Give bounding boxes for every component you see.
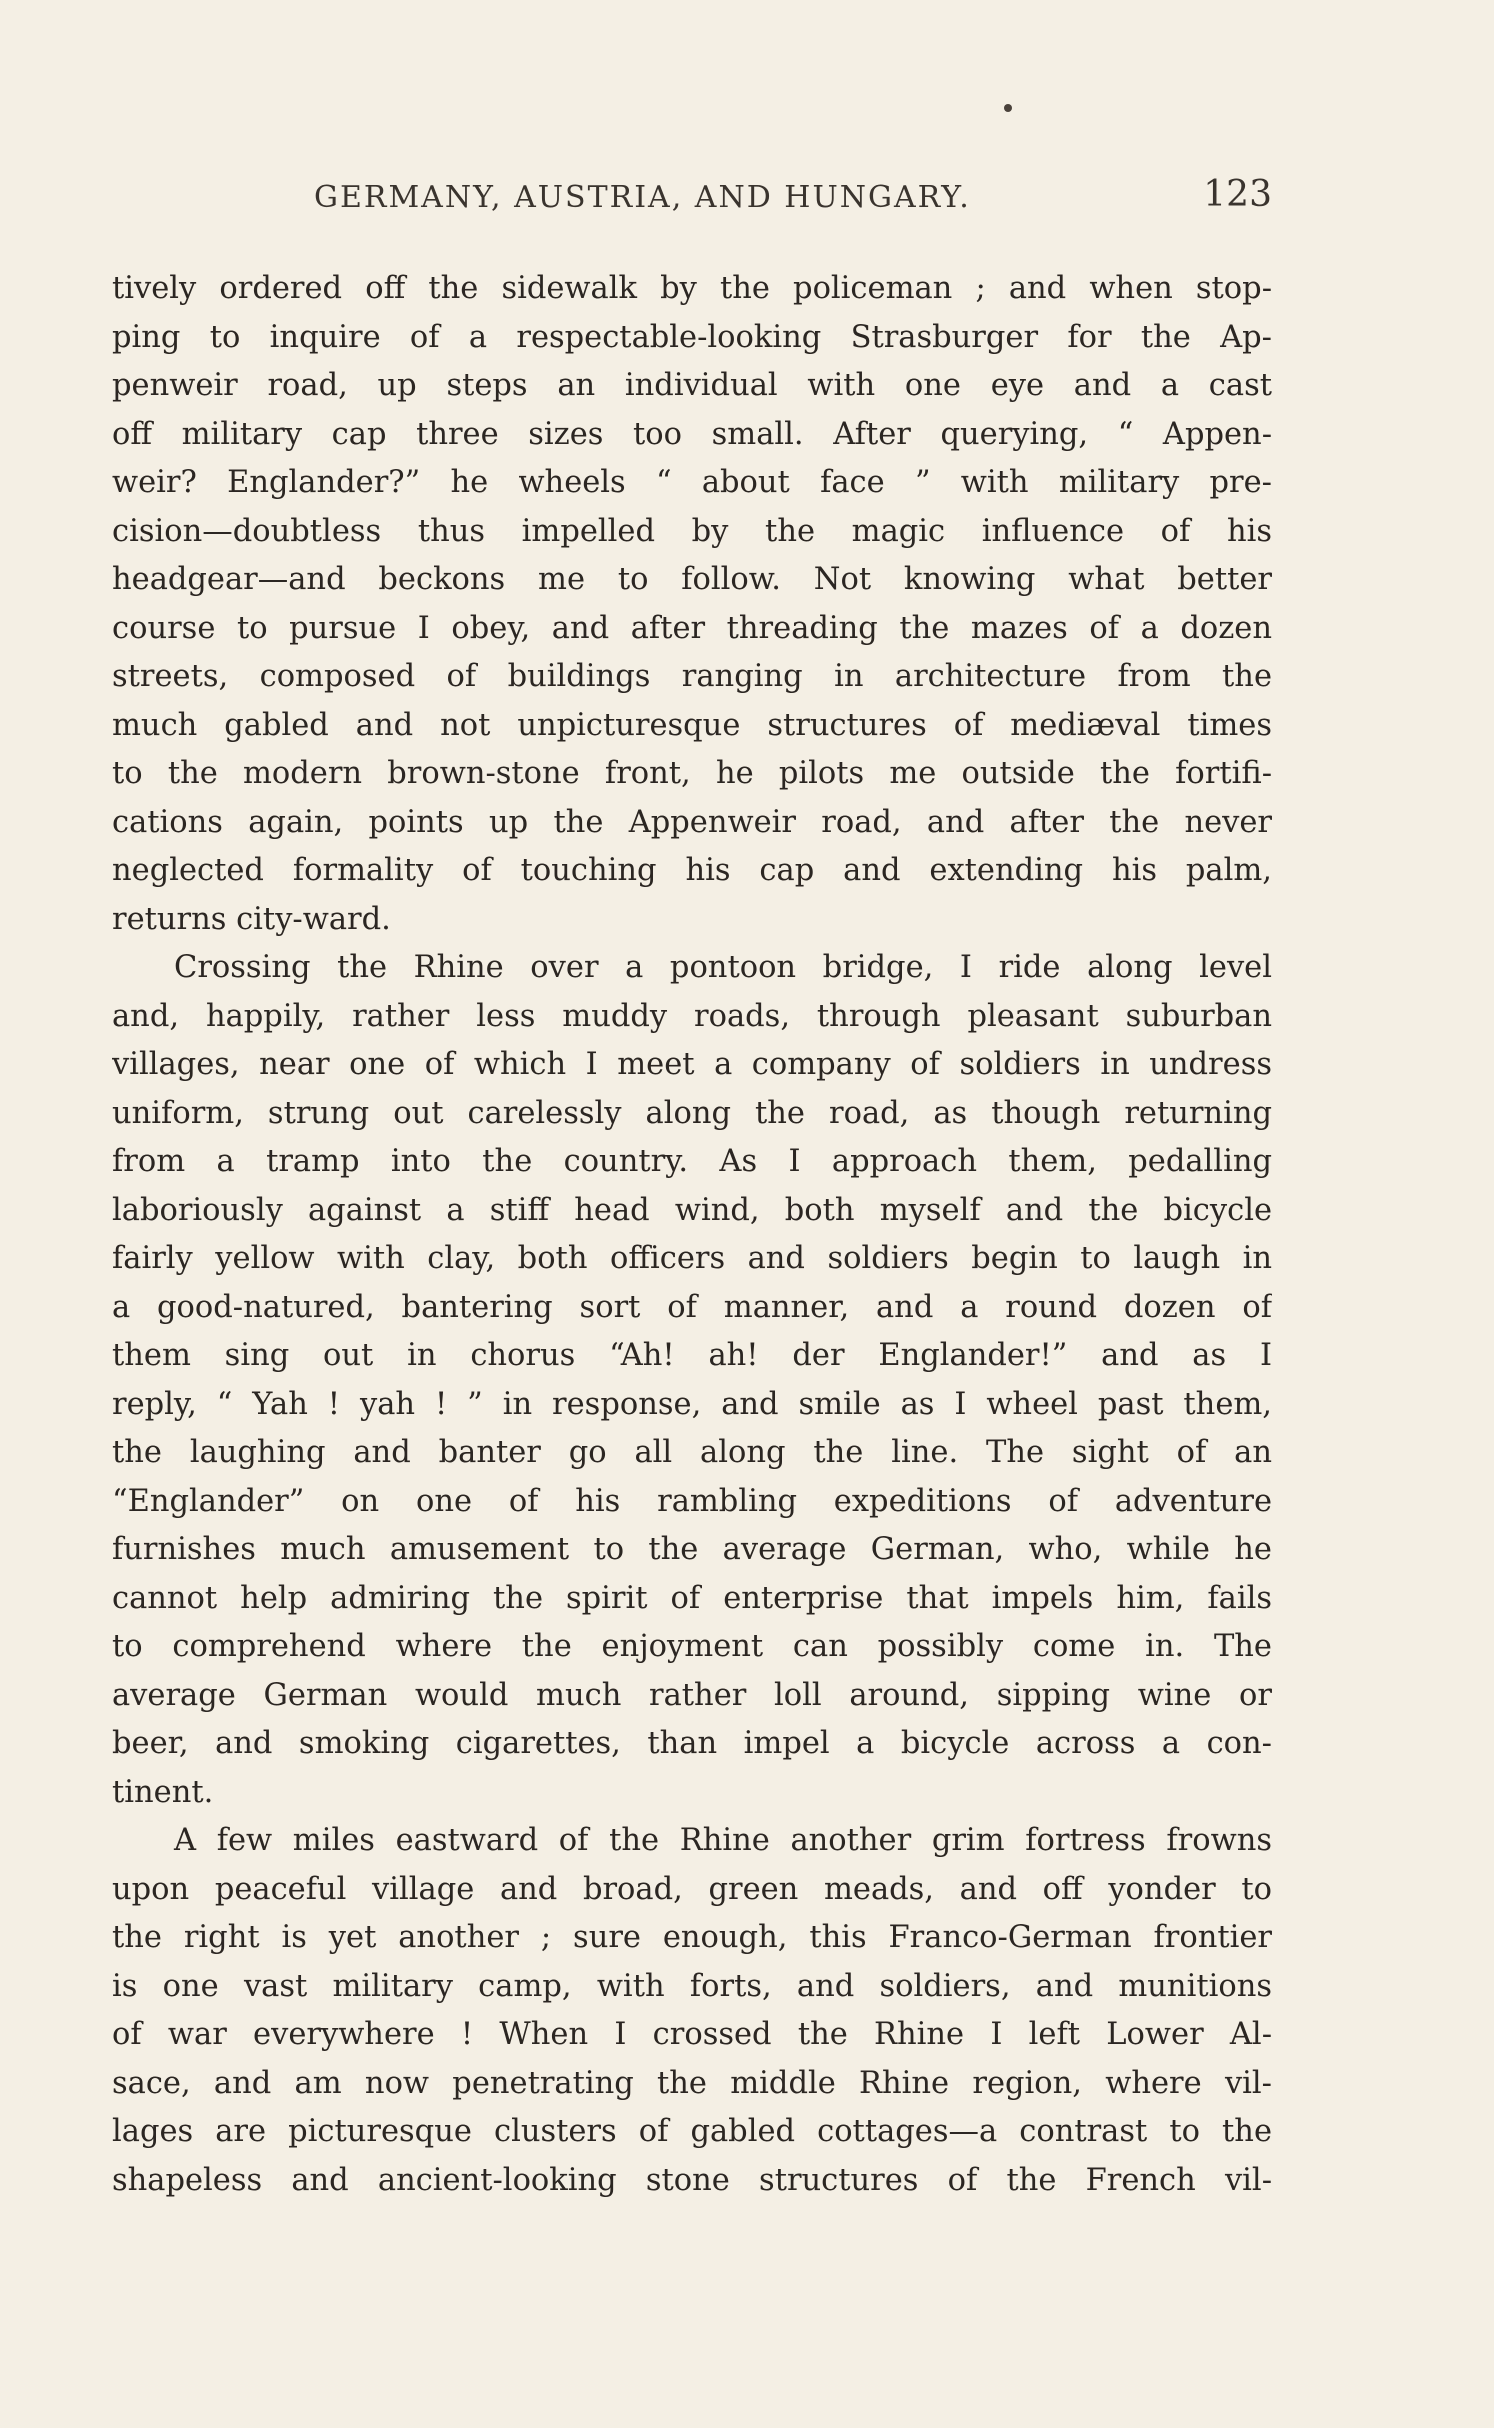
text-line: penweir road, up steps an individual with one eye and a cast <box>112 368 1272 403</box>
text-line: of war everywhere ! When I crossed the Rhine I left Lower Al- <box>112 2017 1272 2052</box>
text-line: headgear—and beckons me to follow. Not knowing what better <box>112 562 1272 597</box>
text-line: weir? Englander?” he wheels “ about face ” with military pre- <box>112 465 1272 500</box>
text-line: and, happily, rather less muddy roads, through pleasant suburban <box>112 998 1272 1034</box>
text-line: reply, “ Yah ! yah ! ” in response, and smile as I wheel past them, <box>112 1386 1272 1422</box>
running-head: GERMANY, AUSTRIA, AND HUNGARY. <box>314 180 971 215</box>
text-line: neglected formality of touching his cap and extending his palm, <box>112 853 1272 888</box>
text-line: upon peaceful village and broad, green meads, and off yonder to <box>112 1871 1272 1907</box>
text-line: beer, and smoking cigarettes, than impel a bicycle across a con- <box>112 1726 1272 1761</box>
text-line: ping to inquire of a respectable-looking Strasburger for the Ap- <box>112 319 1272 355</box>
text-line: streets, composed of buildings ranging in architecture from the <box>112 659 1272 694</box>
text-line: much gabled and not unpicturesque structures of mediæval times <box>112 707 1272 743</box>
text-line: “Englander” on one of his rambling expeditions of adventure <box>112 1483 1272 1519</box>
ink-speck <box>1004 104 1012 112</box>
text-line: uniform, strung out carelessly along the road, as though returning <box>112 1095 1272 1131</box>
text-line: to comprehend where the enjoyment can possibly come in. The <box>112 1629 1272 1664</box>
text-line: villages, near one of which I meet a company of soldiers in undress <box>112 1047 1272 1082</box>
text-line: the right is yet another ; sure enough, this Franco-German frontier <box>112 1920 1272 1955</box>
paragraph-start: A few miles eastward of the Rhine another grim fortress frowns <box>174 1823 1272 1858</box>
text-line: cannot help admiring the spirit of enterprise that impels him, fails <box>112 1580 1272 1616</box>
text-line: laboriously against a stiff head wind, both myself and the bicycle <box>112 1192 1272 1228</box>
text-line: lages are picturesque clusters of gabled cottages—a contrast to the <box>112 2114 1272 2149</box>
text-line: is one vast military camp, with forts, and soldiers, and munitions <box>112 1968 1272 2004</box>
text-line: sace, and am now penetrating the middle Rhine region, where vil- <box>112 2065 1272 2101</box>
text-line: average German would much rather loll around, sipping wine or <box>112 1677 1272 1713</box>
text-line: cations again, points up the Appenweir road, and after the never <box>112 804 1272 840</box>
text-line: from a tramp into the country. As I approach them, pedalling <box>112 1144 1272 1179</box>
page-number: 123 <box>1203 174 1272 215</box>
paragraph-start: Crossing the Rhine over a pontoon bridge, I ride along level <box>174 950 1272 985</box>
text-line: a good-natured, bantering sort of manner, and a round dozen of <box>112 1289 1272 1325</box>
text-line: them sing out in chorus “Ah! ah! der Englander!” and as I <box>112 1338 1272 1373</box>
text-line: the laughing and banter go all along the line. The sight of an <box>112 1435 1272 1470</box>
text-line: tively ordered off the sidewalk by the policeman ; and when stop- <box>112 271 1272 306</box>
page-header <box>112 172 1272 232</box>
text-line: to the modern brown-stone front, he pilots me outside the fortifi- <box>112 756 1272 791</box>
body-text <box>112 265 1272 2205</box>
text-line: fairly yellow with clay, both officers and soldiers begin to laugh in <box>112 1241 1272 1276</box>
text-line: off military cap three sizes too small. After querying, “ Appen- <box>112 416 1272 452</box>
text-line: shapeless and ancient-looking stone structures of the French vil- <box>112 2162 1272 2198</box>
text-line: returns city-ward. <box>112 901 391 937</box>
text-line: course to pursue I obey, and after threading the mazes of a dozen <box>112 610 1272 646</box>
text-line: furnishes much amusement to the average German, who, while he <box>112 1532 1272 1567</box>
text-line: tinent. <box>112 1774 214 1810</box>
text-line: cision—doubtless thus impelled by the magic influence of his <box>112 513 1272 549</box>
